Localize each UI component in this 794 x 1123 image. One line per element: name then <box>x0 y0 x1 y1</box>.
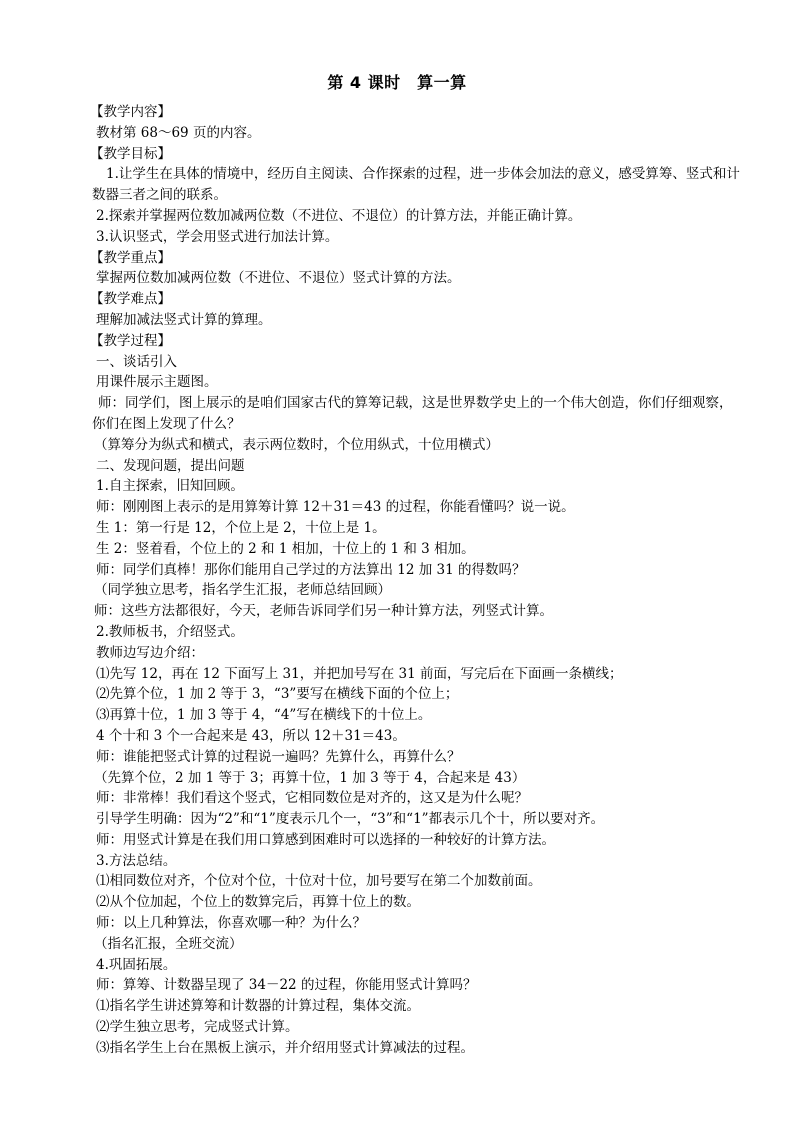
paragraph: （指名汇报，全班交流） <box>94 935 243 952</box>
section-heading: 二、发现问题，提出问题 <box>96 457 245 474</box>
paragraph: 师：这些方法都很好，今天，老师告诉同学们另一种计算方法，列竖式计算。 <box>94 603 553 620</box>
paragraph: ⑶再算十位，1 加 3 等于 4，“4”写在横线下的十位上。 <box>96 707 432 724</box>
heading-difficulties: 【教学难点】 <box>90 291 171 308</box>
paragraph: 引导学生明确：因为“2”和“1”度表示几个一，“3”和“1”都表示几个十，所以要对齐。 <box>96 811 605 828</box>
paragraph: 生 1：第一行是 12，个位上是 2，十位上是 1。 <box>96 519 386 536</box>
paragraph: ⑴相同数位对齐，个位对个位，十位对十位，加号要写在第二个加数前面。 <box>96 873 542 890</box>
paragraph: 师：同学们，图上展示的是咱们国家古代的算筹记载，这是世界数学史上的一个伟大创造，你们仔细观察，你们在图上发现了什么？ <box>92 395 733 432</box>
paragraph: 1.让学生在具体的情境中，经历自主阅读、合作探索的过程，进一步体会加法的意义，感受算筹、竖式和计数器三者之间的联系。 <box>92 166 740 204</box>
paragraph: 1.自主探索，旧知回顾。 <box>96 478 244 495</box>
paragraph: ⑵从个位加起，个位上的数算完后，再算十位上的数。 <box>96 894 420 911</box>
paragraph: （同学独立思考，指名学生汇报，老师总结回顾） <box>94 582 391 599</box>
paragraph: 师：非常棒！我们看这个竖式，它相同数位是对齐的，这又是为什么呢？ <box>96 790 528 807</box>
paragraph: 师：谁能把竖式计算的过程说一遍吗？先算什么，再算什么？ <box>96 748 461 765</box>
paragraph: （算筹分为纵式和横式，表示两位数时，个位用纵式，十位用横式） <box>94 436 499 453</box>
paragraph: ⑵先算个位，1 加 2 等于 3，“3”要写在横线下面的个位上； <box>96 686 459 703</box>
paragraph: 3.认识竖式，学会用竖式进行加法计算。 <box>96 228 339 245</box>
paragraph: ⑴指名学生讲述算筹和计数器的计算过程，集体交流。 <box>96 998 420 1015</box>
paragraph: 2.探索并掌握两位数加减两位数（不进位、不退位）的计算方法，并能正确计算。 <box>96 207 582 224</box>
paragraph: 教材第 68～69 页的内容。 <box>96 124 261 141</box>
lesson-title: 第 4 课时 算一算 <box>327 73 467 92</box>
paragraph: 师：用竖式计算是在我们用口算感到困难时可以选择的一种较好的计算方法。 <box>96 831 555 848</box>
paragraph: 理解加减法竖式计算的算理。 <box>96 311 272 328</box>
paragraph: 掌握两位数加减两位数（不进位、不退位）竖式计算的方法。 <box>96 270 461 287</box>
paragraph: ⑴先写 12，再在 12 下面写上 31，并把加号写在 31 前面，写完后在下面画一条横线； <box>96 665 623 682</box>
paragraph: ⑵学生独立思考，完成竖式计算。 <box>96 1019 299 1036</box>
paragraph: 师：算筹、计数器呈现了 34－22 的过程，你能用竖式计算吗？ <box>96 977 477 994</box>
lesson-body <box>90 102 740 1059</box>
paragraph: 2.教师板书，介绍竖式。 <box>96 623 244 640</box>
paragraph: 4 个十和 3 个一合起来是 43，所以 12＋31＝43。 <box>96 727 406 744</box>
paragraph: 用课件展示主题图。 <box>96 374 218 391</box>
paragraph: ⑶指名学生上台在黑板上演示，并介绍用竖式计算减法的过程。 <box>96 1039 474 1056</box>
paragraph: 师：同学们真棒！那你们能用自己学过的方法算出 12 加 31 的得数吗？ <box>96 561 526 578</box>
paragraph: 师：刚刚图上表示的是用算筹计算 12＋31＝43 的过程，你能看懂吗？说一说。 <box>96 499 575 516</box>
heading-teaching-process: 【教学过程】 <box>90 332 171 349</box>
paragraph: （先算个位，2 加 1 等于 3；再算十位，1 加 3 等于 4，合起来是 43） <box>94 769 526 786</box>
section-heading: 一、谈话引入 <box>96 353 177 370</box>
paragraph: 3.方法总结。 <box>96 852 177 869</box>
paragraph: 生 2：竖着看，个位上的 2 和 1 相加，十位上的 1 和 3 相加。 <box>96 540 475 557</box>
paragraph: 4.巩固拓展。 <box>96 956 177 973</box>
heading-teaching-goals: 【教学目标】 <box>90 145 171 162</box>
paragraph: 教师边写边介绍： <box>96 644 204 661</box>
heading-teaching-content: 【教学内容】 <box>90 104 171 120</box>
paragraph: 师：以上几种算法，你喜欢哪一种？为什么？ <box>96 915 366 932</box>
heading-key-points: 【教学重点】 <box>90 249 171 266</box>
